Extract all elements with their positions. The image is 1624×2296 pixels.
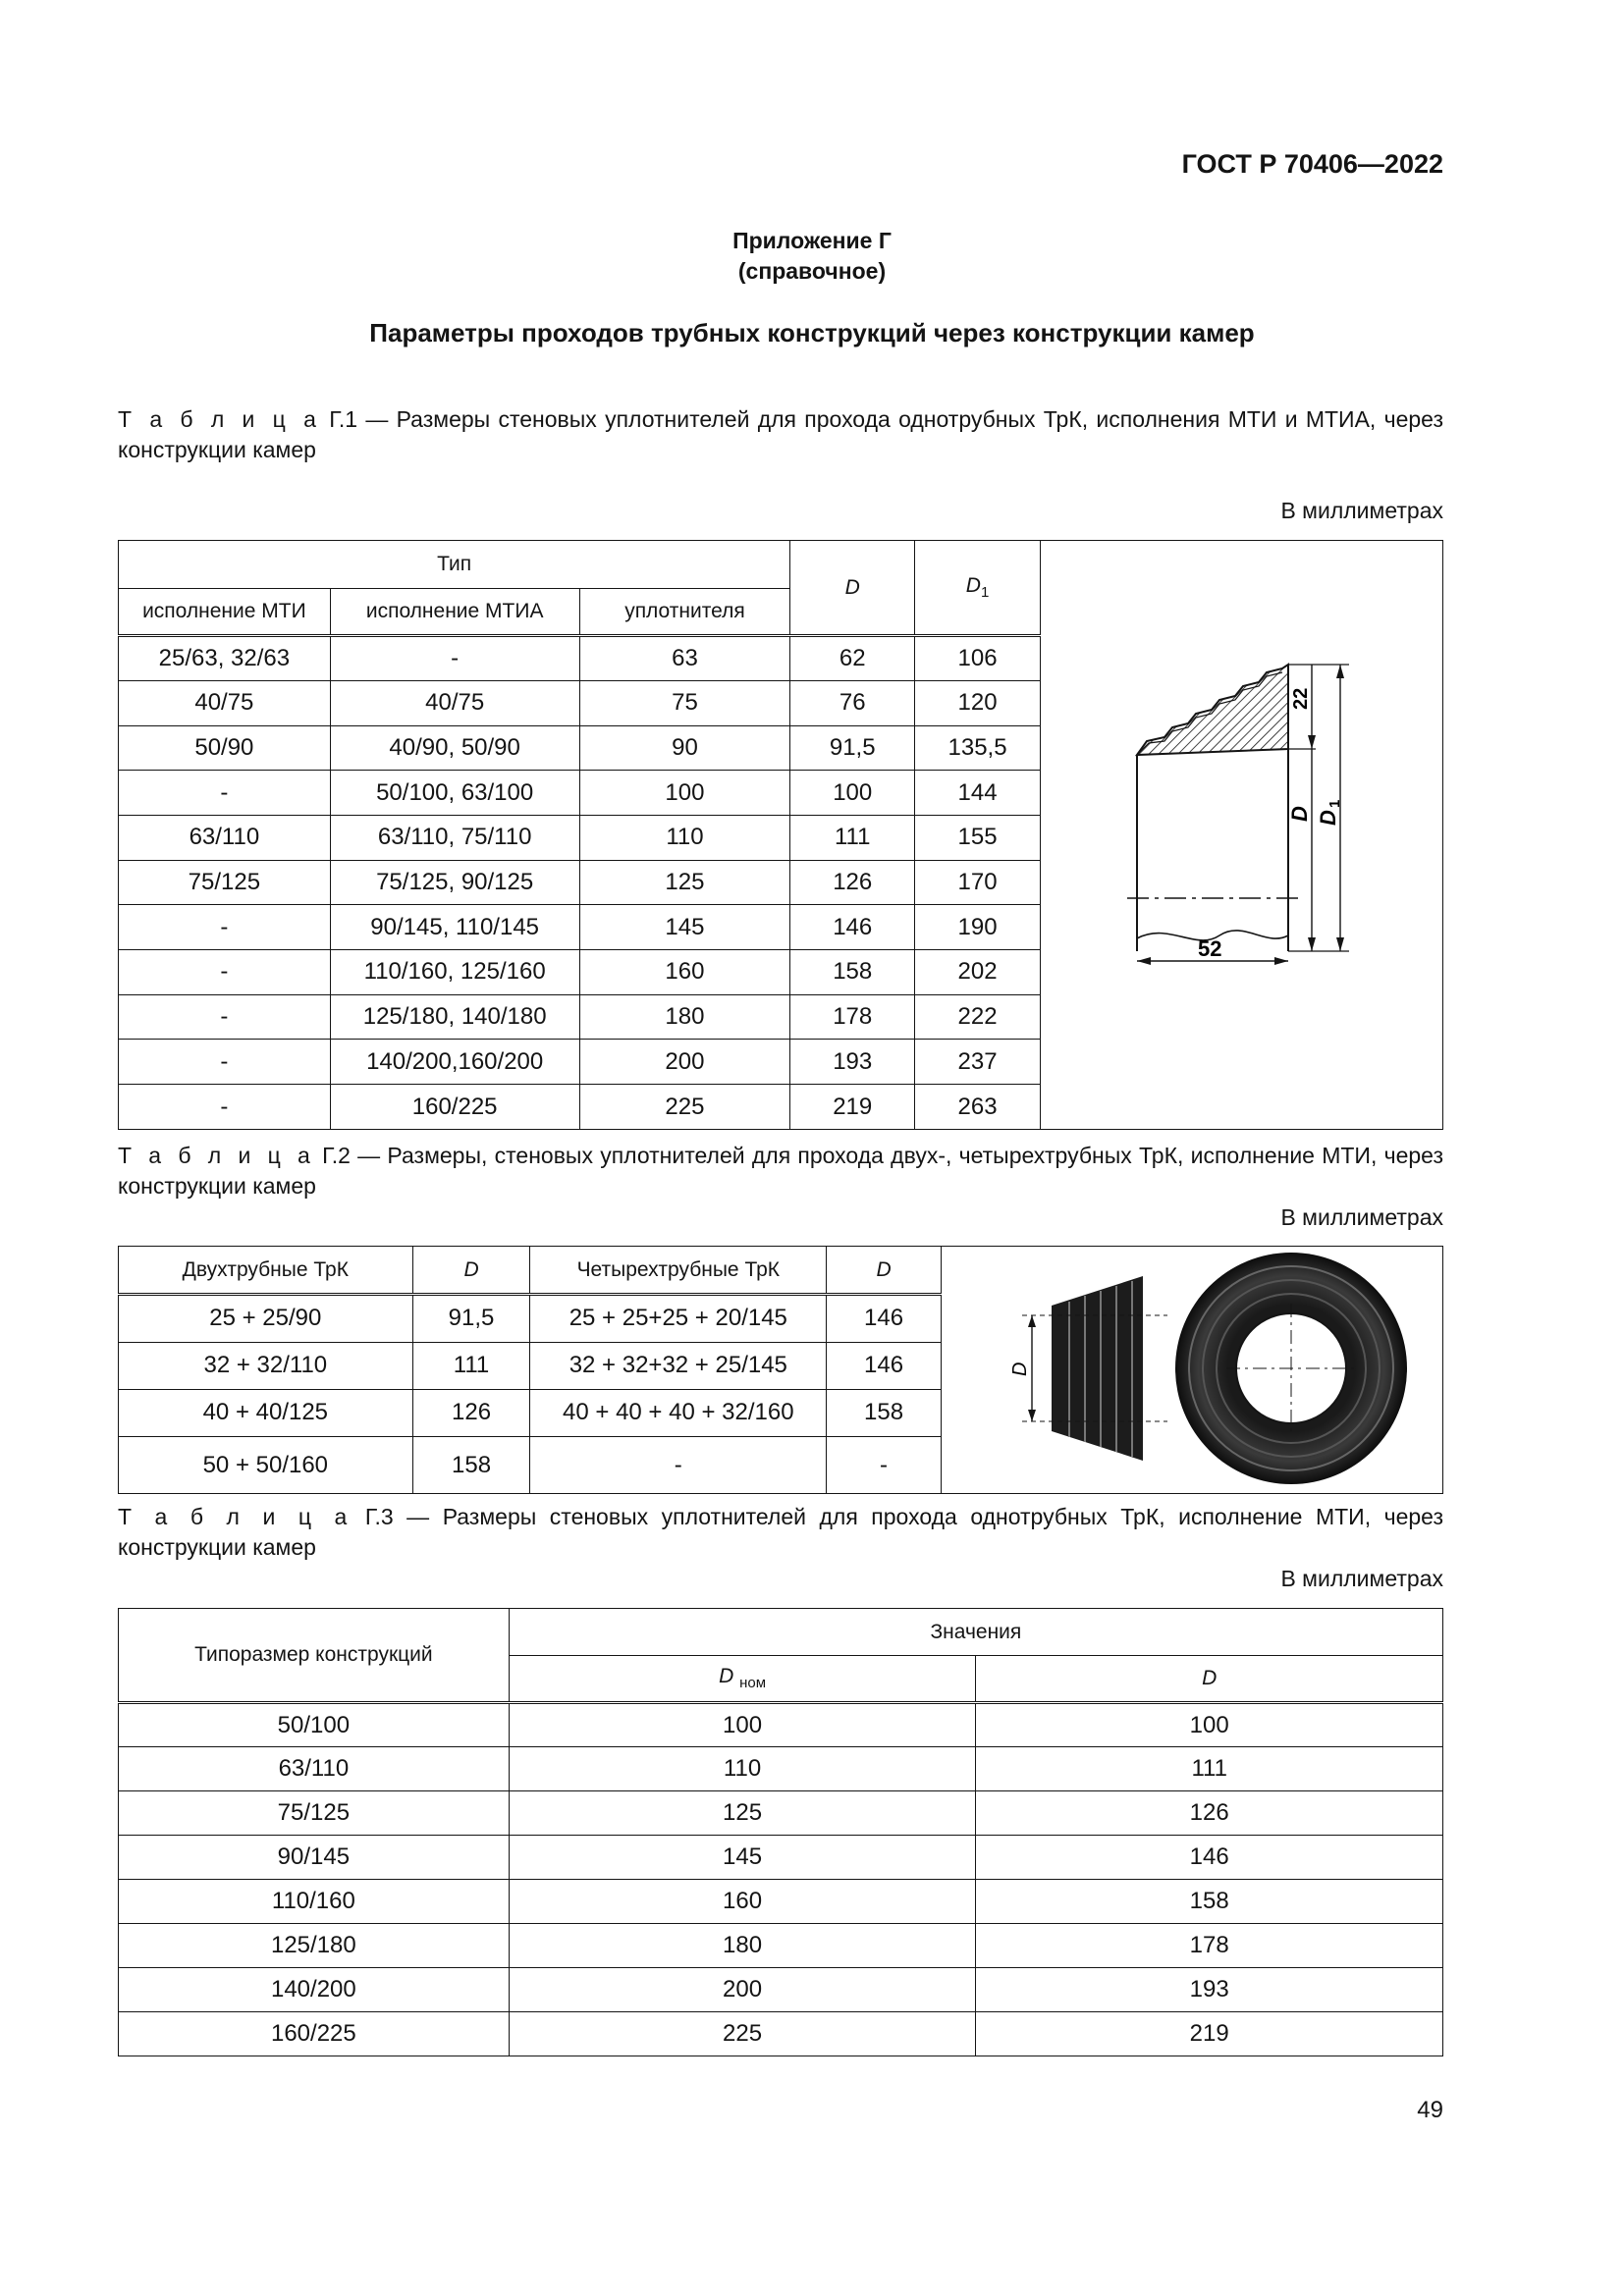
table3-header-d: D [976, 1656, 1443, 1703]
table2-cell: 50 + 50/160 [119, 1437, 413, 1494]
table2 [118, 1246, 1443, 1494]
table1-cell: - [119, 1040, 331, 1085]
table3-row [119, 1880, 1443, 1924]
seal-side-view [1052, 1276, 1143, 1461]
table1-cell: - [119, 950, 331, 995]
table3-caption-label: Т а б л и ц а [118, 1504, 352, 1529]
table1-cell: 200 [579, 1040, 790, 1085]
table1-header-d1 [915, 541, 1041, 636]
seal-section-drawing [1041, 541, 1441, 1122]
table3-cell: 200 [509, 1968, 976, 2012]
table1-cell: 125/180, 140/180 [330, 994, 579, 1040]
table2-cell: 40 + 40 + 40 + 32/160 [530, 1389, 827, 1436]
table3-row [119, 1968, 1443, 2012]
table1-cell: 110/160, 125/160 [330, 950, 579, 995]
table1-cell: 75/125 [119, 860, 331, 905]
table3-cell: 75/125 [119, 1791, 510, 1836]
table3-cell: 90/145 [119, 1836, 510, 1880]
table2-caption [118, 1141, 1443, 1201]
table1-header-d1-symbol: D [965, 574, 981, 598]
table1-cell: 75/125, 90/125 [330, 860, 579, 905]
table1-cell: 160 [579, 950, 790, 995]
table3-cell: 100 [509, 1703, 976, 1747]
table3-row [119, 1791, 1443, 1836]
table1-cell: 158 [790, 950, 915, 995]
table1-cell: 126 [790, 860, 915, 905]
table1-cell: - [119, 994, 331, 1040]
table1-cell: 222 [915, 994, 1041, 1040]
dim-52-label: 52 [1198, 936, 1222, 961]
table3-cell: 145 [509, 1836, 976, 1880]
table1-header-d1-sub: 1 [980, 584, 990, 602]
table3-row [119, 1836, 1443, 1880]
table1-cell: 140/200,160/200 [330, 1040, 579, 1085]
table3-header-dnom-symbol: D [719, 1665, 734, 1688]
table2-cell: 158 [827, 1389, 942, 1436]
table1-cell: 135,5 [915, 725, 1041, 771]
table3-row [119, 1703, 1443, 1747]
table1-units: В миллиметрах [1280, 498, 1443, 523]
table2-cell: 40 + 40/125 [119, 1389, 413, 1436]
table3-cell: 125/180 [119, 1924, 510, 1968]
table1-header-type: Тип [119, 541, 790, 589]
table1-cell: 100 [579, 771, 790, 816]
table1-cell: 160/225 [330, 1085, 579, 1130]
seal-front-view [1175, 1253, 1407, 1484]
table1-header-seal: уплотнителя [579, 588, 790, 636]
table3-row [119, 1924, 1443, 1968]
table1-cell: 90 [579, 725, 790, 771]
table2-cell: 25 + 25+25 + 20/145 [530, 1295, 827, 1342]
table2-cell: 158 [412, 1437, 530, 1494]
table1-cell: 63/110 [119, 816, 331, 861]
table2-cell: 32 + 32/110 [119, 1342, 413, 1389]
table1-cell: 144 [915, 771, 1041, 816]
table1-cell: 40/75 [330, 681, 579, 726]
table2-header-d2: D [827, 1247, 942, 1295]
table3-cell: 140/200 [119, 1968, 510, 2012]
appendix-title: Приложение Г [732, 228, 892, 253]
ring-dim-d-label: D [1009, 1362, 1032, 1376]
table2-cell: 146 [827, 1295, 942, 1342]
table3-caption [118, 1502, 1443, 1563]
table1-cell: 145 [579, 905, 790, 950]
page-title: Параметры проходов трубных конструкций через конструкции камер [369, 318, 1255, 347]
table1-drawing-cell [1040, 541, 1442, 1130]
table2-cell: 25 + 25/90 [119, 1295, 413, 1342]
table1-cell: 193 [790, 1040, 915, 1085]
table3-cell: 160 [509, 1880, 976, 1924]
table3-row [119, 2012, 1443, 2056]
table3-cell: 50/100 [119, 1703, 510, 1747]
table2-cell: - [530, 1437, 827, 1494]
table2-cell: 126 [412, 1389, 530, 1436]
table2-cell: - [827, 1437, 942, 1494]
table3-cell: 110 [509, 1747, 976, 1791]
table2-caption-text: Г.2 — Размеры, стеновых уплотнителей для прохода двух-, четырехтрубных ТрК, исполнение МТИ, через конструкции камер [118, 1143, 1444, 1199]
table1-cell: 111 [790, 816, 915, 861]
table1-cell: 237 [915, 1040, 1041, 1085]
table3-header-dnom-sub: ном [739, 1675, 767, 1692]
table1-caption [118, 404, 1443, 465]
table3-cell: 126 [976, 1791, 1443, 1836]
dim-d1-sub-label: 1 [1326, 799, 1344, 808]
table1-cell: - [330, 636, 579, 681]
table1-cell: 63/110, 75/110 [330, 816, 579, 861]
table3 [118, 1608, 1443, 2056]
table1-cell: 146 [790, 905, 915, 950]
dim-22-label: 22 [1290, 687, 1313, 710]
dim-d1-label: D [1316, 810, 1341, 826]
table2-cell: 111 [412, 1342, 530, 1389]
table1-cell: - [119, 771, 331, 816]
seal-ring-drawing [942, 1247, 1441, 1486]
table1-cell: 170 [915, 860, 1041, 905]
table3-cell: 219 [976, 2012, 1443, 2056]
table1-cell: 180 [579, 994, 790, 1040]
table2-units: В миллиметрах [1280, 1204, 1443, 1230]
table1-caption-text: Г.1 — Размеры стеновых уплотнителей для прохода однотрубных ТрК, исполнения МТИ и МТИА, через конструкции камер [118, 406, 1443, 462]
table1 [118, 540, 1443, 1130]
table1-cell: 40/90, 50/90 [330, 725, 579, 771]
table2-header-four-pipe: Четырехтрубные ТрК [530, 1247, 827, 1295]
table1-cell: 120 [915, 681, 1041, 726]
table1-cell: 155 [915, 816, 1041, 861]
table1-cell: 50/90 [119, 725, 331, 771]
table3-cell: 160/225 [119, 2012, 510, 2056]
table1-cell: 263 [915, 1085, 1041, 1130]
table3-cell: 158 [976, 1880, 1443, 1924]
table1-cell: 219 [790, 1085, 915, 1130]
table1-cell: - [119, 905, 331, 950]
table3-header-values: Значения [509, 1609, 1442, 1656]
table2-cell: 146 [827, 1342, 942, 1389]
table1-cell: 125 [579, 860, 790, 905]
table2-drawing-cell [941, 1247, 1442, 1494]
table1-cell: 190 [915, 905, 1041, 950]
table3-cell: 111 [976, 1747, 1443, 1791]
table1-cell: 40/75 [119, 681, 331, 726]
table3-header-dnom [509, 1656, 976, 1703]
table1-cell: 110 [579, 816, 790, 861]
table3-cell: 225 [509, 2012, 976, 2056]
table2-cell: 32 + 32+32 + 25/145 [530, 1342, 827, 1389]
table3-cell: 100 [976, 1703, 1443, 1747]
table3-cell: 125 [509, 1791, 976, 1836]
table1-cell: 178 [790, 994, 915, 1040]
standard-number: ГОСТ Р 70406—2022 [1181, 149, 1443, 179]
table3-cell: 180 [509, 1924, 976, 1968]
table3-header-size: Типоразмер конструкций [119, 1609, 510, 1703]
table2-caption-label: Т а б л и ц а [118, 1143, 315, 1168]
table1-header-mti: исполнение МТИ [119, 588, 331, 636]
table1-cell: 90/145, 110/145 [330, 905, 579, 950]
table3-row [119, 1747, 1443, 1791]
table1-cell: 106 [915, 636, 1041, 681]
table1-cell: 25/63, 32/63 [119, 636, 331, 681]
table3-units: В миллиметрах [1280, 1566, 1443, 1591]
table2-cell: 91,5 [412, 1295, 530, 1342]
table3-caption-text: Г.3 — Размеры стеновых уплотнителей для прохода однотрубных ТрК, исполнение МТИ, через конструкции камер [118, 1504, 1444, 1560]
table3-cell: 110/160 [119, 1880, 510, 1924]
table1-header-mtia: исполнение МТИА [330, 588, 579, 636]
table1-header-d: D [790, 541, 915, 636]
table1-cell: 76 [790, 681, 915, 726]
table1-cell: 225 [579, 1085, 790, 1130]
table2-header-two-pipe: Двухтрубные ТрК [119, 1247, 413, 1295]
table1-cell: 91,5 [790, 725, 915, 771]
table1-cell: 63 [579, 636, 790, 681]
table2-header-d: D [412, 1247, 530, 1295]
table1-cell: 100 [790, 771, 915, 816]
table1-caption-label: Т а б л и ц а [118, 406, 321, 432]
table3-cell: 146 [976, 1836, 1443, 1880]
table1-cell: 62 [790, 636, 915, 681]
table1-cell: 50/100, 63/100 [330, 771, 579, 816]
table1-cell: 202 [915, 950, 1041, 995]
table3-cell: 63/110 [119, 1747, 510, 1791]
table3-cell: 178 [976, 1924, 1443, 1968]
table1-cell: 75 [579, 681, 790, 726]
appendix-subtitle: (справочное) [737, 258, 887, 284]
page-number: 49 [1417, 2097, 1443, 2123]
dim-d-label: D [1287, 806, 1313, 822]
table1-cell: - [119, 1085, 331, 1130]
table3-cell: 193 [976, 1968, 1443, 2012]
